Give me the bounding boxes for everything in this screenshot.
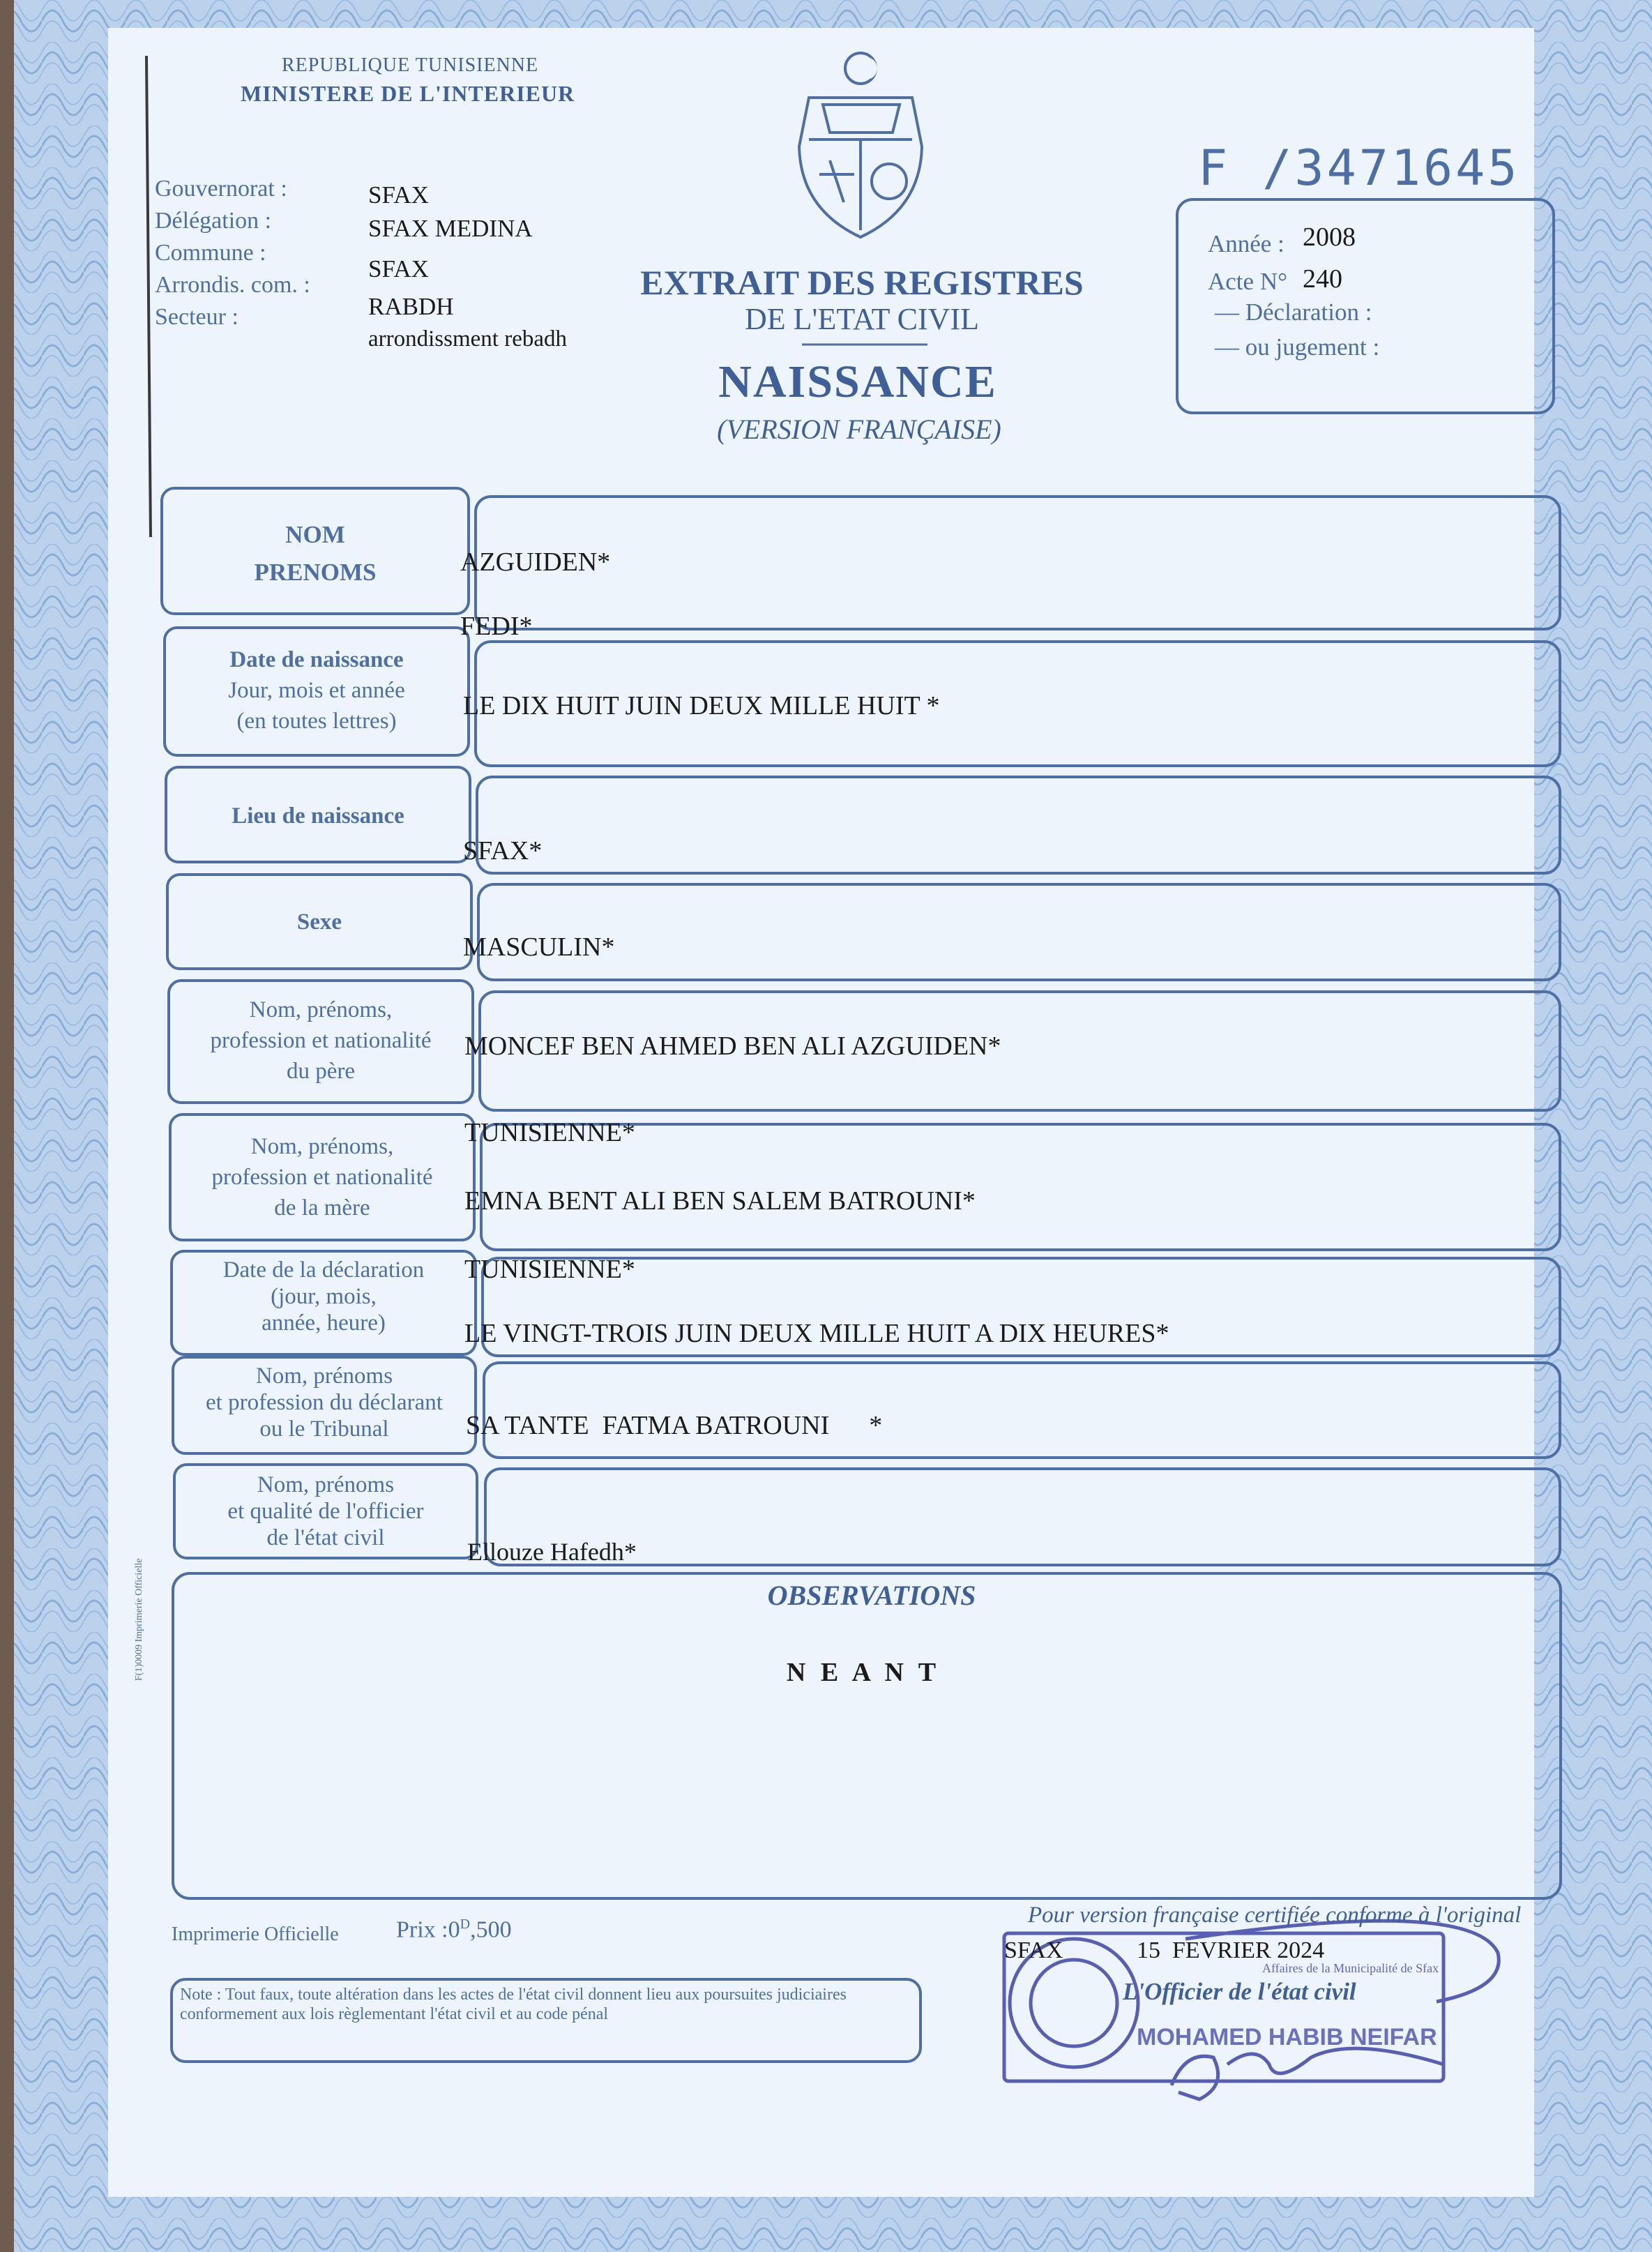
legal-note: Note : Tout faux, toute altération dans les actes de l'état civil donnent lieu aux poursuites judiciaires conformement aux lois règlementant l'état civil et au code pénal [180, 1986, 847, 2023]
pere-label-line3: du père [286, 1059, 356, 1084]
observations-title: OBSERVATIONS [767, 1580, 976, 1611]
label-secteur: Secteur : [155, 304, 238, 330]
price-rest: ,500 [470, 1917, 512, 1943]
value-delegation: SFAX MEDINA [368, 215, 533, 242]
declaration-label-line3: année, heure) [262, 1310, 386, 1336]
value-secteur: RABDH [368, 293, 454, 320]
mere-label-line3: de la mère [274, 1195, 370, 1221]
prenoms-value: FEDI* [460, 612, 533, 641]
declarant-label [173, 1363, 476, 1442]
officier-label-line2: et qualité de l'officier [227, 1499, 424, 1524]
printer-label: Imprimerie Officielle [172, 1924, 339, 1945]
value-secteur-detail: arrondissment rebadh [368, 326, 567, 352]
value-commune: SFAX [368, 255, 429, 282]
prenoms-label: PRENOMS [254, 559, 377, 586]
declarant-label-line2: et profession du déclarant [206, 1390, 443, 1415]
pere-label-line2: profession et nationalité [210, 1028, 432, 1053]
date-naissance-value: LE DIX HUIT JUIN DEUX MILLE HUIT * [463, 691, 940, 720]
place-value: SFAX [1004, 1937, 1063, 1963]
serial-number: F /3471645 [1198, 139, 1520, 197]
label-delegation: Délégation : [155, 208, 272, 234]
declarant-label-line3: ou le Tribunal [259, 1416, 389, 1442]
jugement-label: — ou jugement : [1215, 333, 1380, 361]
mere-label-line2: profession et nationalité [211, 1165, 433, 1190]
label-gouvernorat: Gouvernorat : [155, 176, 287, 202]
date-value: 15 FEVRIER 2024 [1137, 1937, 1325, 1963]
acte-value: 240 [1303, 264, 1342, 294]
title-version: (VERSION FRANÇAISE) [717, 414, 1001, 445]
stamp-small-text: Affaires de la Municipalité de Sfax [1262, 1961, 1439, 1975]
nom-value: AZGUIDEN* [460, 547, 611, 577]
stamp-name: MOHAMED HABIB NEIFAR [1137, 2024, 1437, 2050]
declaration-value: LE VINGT-TROIS JUIN DEUX MILLE HUIT A DIX HEURES* [464, 1319, 1169, 1348]
mere-value: EMNA BENT ALI BEN SALEM BATROUNI* [464, 1186, 976, 1216]
value-gouvernorat: SFAX [368, 181, 429, 209]
lieu-value: SFAX* [463, 836, 543, 866]
officier-value: Ellouze Hafedh* [467, 1538, 637, 1566]
price-main: Prix :0 [396, 1917, 460, 1943]
mere-nationalite: TUNISIENNE* [464, 1255, 635, 1284]
label-commune: Commune : [155, 240, 266, 266]
annee-value: 2008 [1303, 222, 1356, 252]
declaration-label: — Déclaration : [1215, 298, 1372, 326]
observations-value: N E A N T [786, 1658, 941, 1687]
mere-label [170, 1131, 474, 1223]
nom-label: NOM [285, 521, 345, 548]
price-sup: D [460, 1917, 471, 1932]
date-label-line2: Jour, mois et année [228, 678, 405, 703]
officier-label-line1: Nom, prénoms [257, 1472, 395, 1497]
pere-value: MONCEF BEN AHMED BEN ALI AZGUIDEN* [464, 1031, 1001, 1061]
title-line1: EXTRAIT DES REGISTRES [640, 263, 1084, 302]
nom-prenoms-label [162, 516, 469, 591]
republic-label: REPUBLIQUE TUNISIENNE [282, 54, 539, 76]
declarant-value: SA TANTE FATMA BATROUNI * [466, 1411, 883, 1440]
side-print-code: F(1)0009 Imprimerie Officielle [134, 1558, 144, 1681]
officier-label [174, 1472, 477, 1551]
date-naissance-label [165, 644, 469, 736]
sexe-value: MASCULIN* [463, 932, 615, 962]
mere-label-line1: Nom, prénoms, [250, 1134, 394, 1159]
pere-label-line1: Nom, prénoms, [249, 997, 393, 1022]
officier-label-line3: de l'état civil [266, 1525, 385, 1550]
ministry-label: MINISTERE DE L'INTERIEUR [241, 81, 575, 106]
declarant-label-line1: Nom, prénoms [255, 1363, 393, 1389]
title-line2: DE L'ETAT CIVIL [745, 302, 979, 336]
declaration-label-line1: Date de la déclaration [222, 1257, 425, 1283]
lieu-label: Lieu de naissance [232, 803, 404, 829]
price-label [396, 1917, 512, 1943]
title-naissance: NAISSANCE [718, 356, 997, 407]
date-label-line3: (en toutes lettres) [236, 709, 397, 734]
date-label-line1: Date de naissance [229, 647, 404, 672]
officer-title: L'Officier de l'état civil [1123, 1978, 1356, 2005]
acte-label: Acte N° [1208, 268, 1288, 295]
declaration-date-label [172, 1257, 476, 1336]
certified-line: Pour version française certifiée conforme à l'original [1028, 1903, 1522, 1928]
annee-label: Année : [1208, 230, 1285, 257]
declaration-label-line2: (jour, mois, [271, 1284, 377, 1309]
label-arrondissement: Arrondis. com. : [155, 272, 310, 298]
pere-nationalite: TUNISIENNE* [464, 1118, 635, 1147]
pere-label [169, 995, 473, 1087]
sexe-label: Sexe [296, 909, 342, 935]
